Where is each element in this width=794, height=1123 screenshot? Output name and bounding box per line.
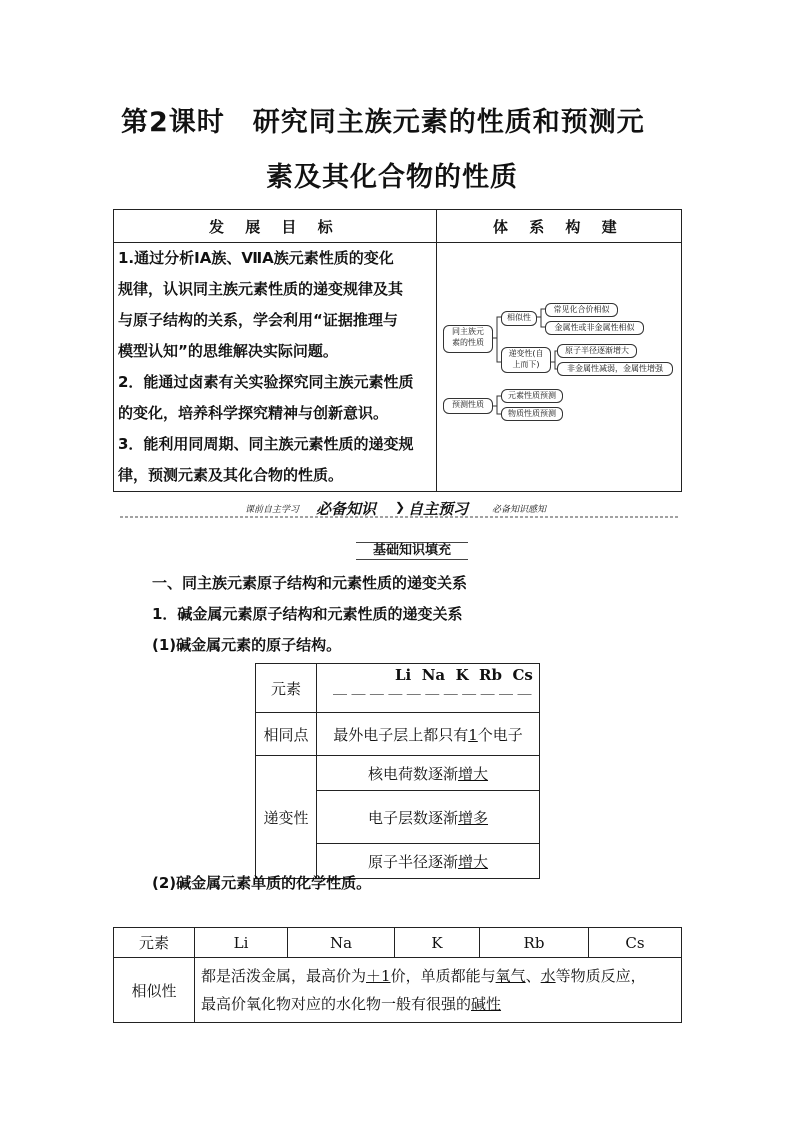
system-header: 体 系 构 建 [436,210,681,243]
t2-header: Na [288,928,395,958]
sub1-heading: 1．碱金属元素原子结构和元素性质的递变关系 [152,605,463,623]
banner-arrow-icon: ❯ [395,500,406,514]
t2-text: 价，单质都能与 [390,967,496,985]
goal-line: 1.通过分析ⅠA族、ⅦA族元素性质的变化 [118,249,394,267]
t2-fill: 水 [540,967,556,985]
diagram-root-predict: 预测性质 [443,398,493,414]
t2-fill: 氧气 [495,967,526,985]
section1-heading: 一、同主族元素原子结构和元素性质的递变关系 [152,574,468,592]
section-banner [120,498,680,520]
diagram-similar-item: 金属性或非金属性相似 [545,321,644,335]
t1-same-fill: 1 [468,725,478,744]
diagram-similar: 相似性 [501,311,537,326]
t2-text: 最高价氧化物对应的水化物一般有很强的 [201,995,472,1013]
banner-right-text: 必备知识感知 [492,505,547,515]
t1-trend2-fill: 增多 [458,808,489,827]
diagram-trend-item: 非金属性减弱，金属性增强 [557,362,673,376]
diagram-similar-item: 常见化合价相似 [545,303,618,317]
diagram-root-properties [443,325,493,353]
diagram-trend-label: 递变性(自 上而下) [508,349,544,369]
t2-text: 等物质反应， [555,967,646,985]
t1-trend2 [317,791,540,844]
t1-dashes: ＿ ＿ ＿ ＿ ＿ ＿ ＿ ＿ ＿ ＿ ＿ [333,681,532,697]
t1-trend1-pre: 核电荷数逐渐 [367,764,458,783]
t1-same-cell [317,713,540,756]
alkali-chem-table [113,927,682,1023]
t2-text: 、 [525,967,541,985]
goals-content [114,243,437,492]
t2-similar-label: 相似性 [114,958,195,1023]
section-label: 基础知识填充 [356,542,468,560]
t2-similar-content [195,958,682,1023]
t2-header: Cs [589,928,682,958]
alkali-structure-table [255,663,540,879]
t2-fill: 碱性 [471,995,502,1013]
page-title-line1: 第2课时 研究同主族元素的性质和预测元 [121,107,645,138]
goal-line: 规律，认识同主族元素性质的递变规律及其 [118,280,404,298]
t1-trend2-pre: 电子层数逐渐 [367,808,458,827]
t1-elements-cell [317,664,540,713]
goal-line: 与原子结构的关系，学会利用“证据推理与 [118,311,398,329]
diagram-trend-item: 原子半径逐渐增大 [557,344,637,358]
t1-elements: Li Na K Rb Cs [395,666,533,684]
sub1-b: (2)碱金属元素单质的化学性质。 [152,874,372,892]
sub1-a: (1)碱金属元素的原子结构。 [152,636,342,654]
t1-same-pre: 最外电子层上都只有 [333,725,469,744]
goal-line: 模型认知”的思维解决实际问题。 [118,342,338,360]
t2-header: K [395,928,480,958]
diagram-predict-item: 元素性质预测 [501,389,563,403]
goal-line: 2．能通过卤素有关实验探究同主族元素性质 [118,373,414,391]
goals-header: 发 展 目 标 [114,210,437,243]
diagram-predict-item: 物质性质预测 [501,407,563,421]
banner-main-1: 必备知识 [316,500,377,518]
t1-trend1 [317,756,540,791]
t2-header: 元素 [114,928,195,958]
goal-line: 律，预测元素及其化合物的性质。 [118,466,344,484]
t2-text: 都是活泼金属，最高价为 [201,967,367,985]
t1-trend1-fill: 增大 [458,764,489,783]
page-title-line2: 素及其化合物的性质 [266,162,518,193]
banner-main-2: 自主预习 [408,500,469,518]
t1-same-label: 相同点 [256,713,317,756]
t1-trend3-fill: 增大 [458,852,489,871]
goal-line: 的变化，培养科学探究精神与创新意识。 [118,404,389,422]
diagram-trend [501,347,551,373]
banner-left-text: 课前自主学习 [245,505,300,515]
t1-trend-label: 递变性 [256,756,317,879]
t1-trend3-pre: 原子半径逐渐 [367,852,458,871]
goal-line: 3．能利用同周期、同主族元素性质的递变规 [118,435,414,453]
t1-element-label: 元素 [256,664,317,713]
t2-fill: ＋1 [366,967,391,985]
diagram-root-properties-label: 同主族元 素的性质 [452,327,484,347]
t2-header: Rb [480,928,589,958]
t2-header: Li [195,928,288,958]
t1-same-post: 个电子 [477,725,523,744]
